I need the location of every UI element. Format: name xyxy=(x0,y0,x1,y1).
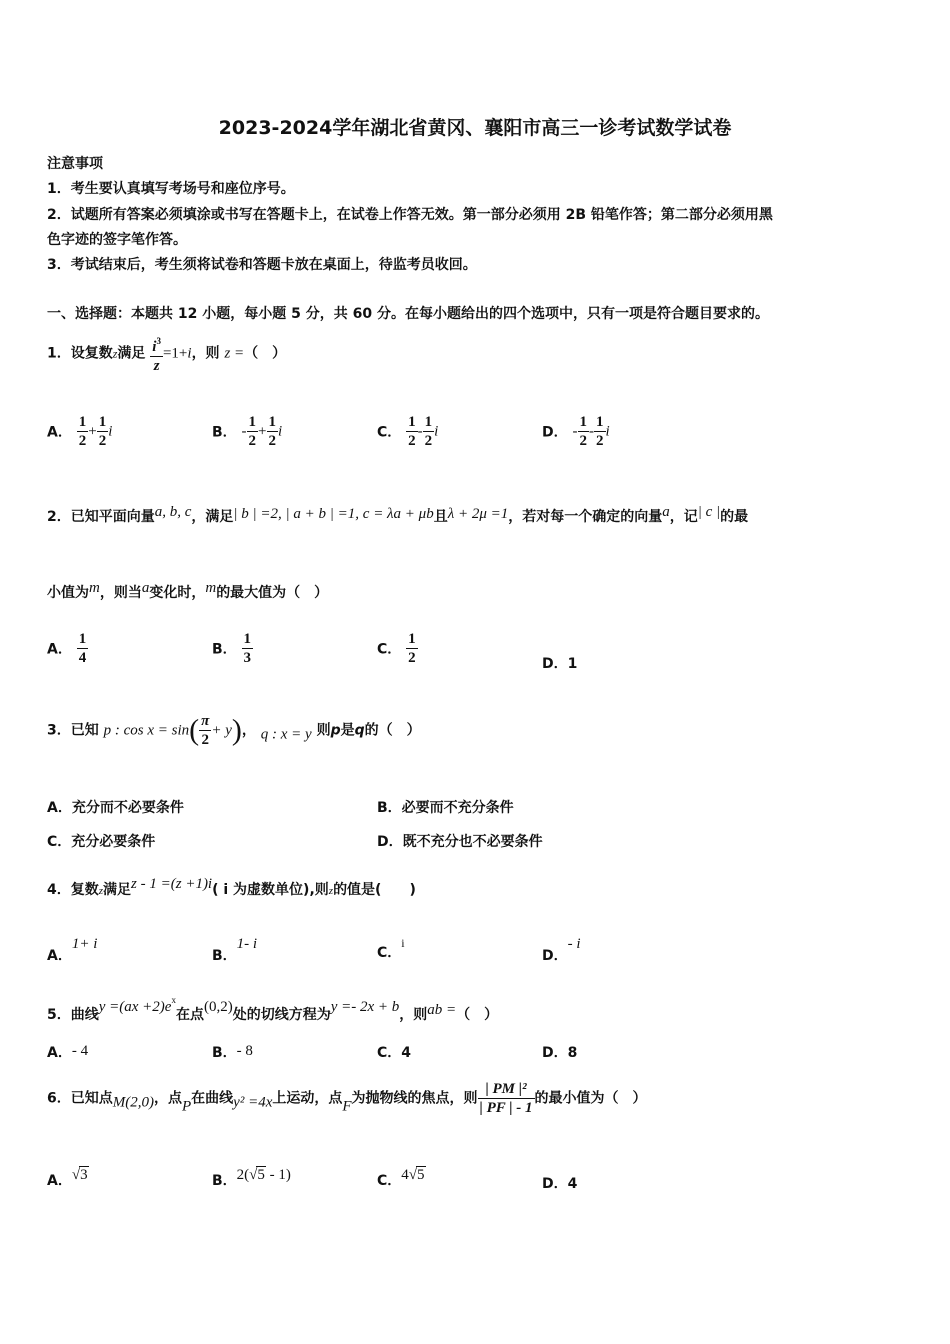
question-4: 4．复数z满足z - 1 =(z +1)i( i 为虚数单位),则z的值是( ) xyxy=(47,876,416,898)
option-a: A．1+ i xyxy=(47,936,98,964)
notice-item: 色字迹的签字笔作答。 xyxy=(47,232,187,248)
option-c: C．i xyxy=(377,936,405,961)
option-b: B．2(√5 - 1) xyxy=(212,1167,291,1189)
option-a: A．充分而不必要条件 xyxy=(47,800,184,816)
option-a: A．- 4 xyxy=(47,1043,89,1061)
notice-item: 1．考生要认真填写考场号和座位序号。 xyxy=(47,181,295,197)
option-b: B．- 8 xyxy=(212,1043,253,1061)
question-6: 6．已知点M(2,0)，点P在曲线y² =4x上运动，点F为抛物线的焦点，则 $\frac{\text{| PM |²}}{| PF | - 1}$ 的最小值为（ ） xyxy=(47,1081,647,1116)
page-title: 2023-2024学年湖北省黄冈、襄阳市高三一诊考试数学试卷 xyxy=(218,117,732,139)
option-b: B． $\frac{1}{3}$ xyxy=(212,631,252,666)
notice-item: 3．考试结束后，考生须将试卷和答题卡放在桌面上，待监考员收回。 xyxy=(47,257,477,273)
option-c: C．4 xyxy=(377,1045,412,1061)
option-d: D．8 xyxy=(542,1045,578,1061)
option-d: D．4 xyxy=(542,1176,578,1192)
option-d: D．既不充分也不必要条件 xyxy=(377,834,543,850)
question-2-line-2: 小值为m，则当a变化时，m的最大值为（ ） xyxy=(47,580,329,601)
option-a: A．√3 xyxy=(47,1167,88,1189)
fraction: $\frac{i^3}{z}$ xyxy=(150,332,163,375)
option-d: D．- i xyxy=(542,936,581,964)
option-c: C．4√5 xyxy=(377,1167,425,1189)
option-b: B． - $\frac{1}{2}$ + $\frac{1}{2}$ i xyxy=(212,414,283,449)
option-c: C． $\frac{1}{2}$ xyxy=(377,631,416,666)
option-c: C． $\frac{1}{2}$ - $\frac{1}{2}$ i xyxy=(377,414,439,449)
section-heading: 一、选择题：本题共 12 小题，每小题 5 分，共 60 分。在每小题给出的四个选项中，只有一项是符合题目要求的。 xyxy=(47,306,769,322)
notice-heading: 注意事项 xyxy=(47,156,103,172)
option-a: A． $\frac{1}{4}$ xyxy=(47,631,87,666)
option-a: A． $\frac{1}{2}$ + $\frac{1}{2}$ i xyxy=(47,414,113,449)
question-3: 3．已知 p : cos x = sin( $\frac{\pi}{2}$ + y)， q : x = y 则p是q的（ ） xyxy=(47,713,421,748)
option-b: B．必要而不充分条件 xyxy=(377,800,514,816)
notice-item: 2．试题所有答案必须填涂或书写在答题卡上，在试卷上作答无效。第一部分必须用 2B 铅笔作答；第二部分必须用黑 xyxy=(47,207,773,223)
question-5: 5．曲线$y =(ax +2)e^x$在点(0,2)处的切线方程为y =- 2x + b，则ab =（ ） xyxy=(47,995,499,1023)
question-2-line-1: 2．已知平面向量a, b, c，满足| b | =2, | a + b | =1, c = λa + μb且λ + 2μ =1，若对每一个确定的向量a，记| c |的最 xyxy=(47,504,749,525)
option-d: D．1 xyxy=(542,656,578,672)
option-c: C．充分必要条件 xyxy=(47,834,156,850)
question-1: 1．设复数z满足 $\frac{i^3}{z}$ =1+i，则 z =（ ） xyxy=(47,332,286,375)
option-b: B．1- i xyxy=(212,936,258,964)
option-d: D． - $\frac{1}{2}$ - $\frac{1}{2}$ i xyxy=(542,414,610,449)
